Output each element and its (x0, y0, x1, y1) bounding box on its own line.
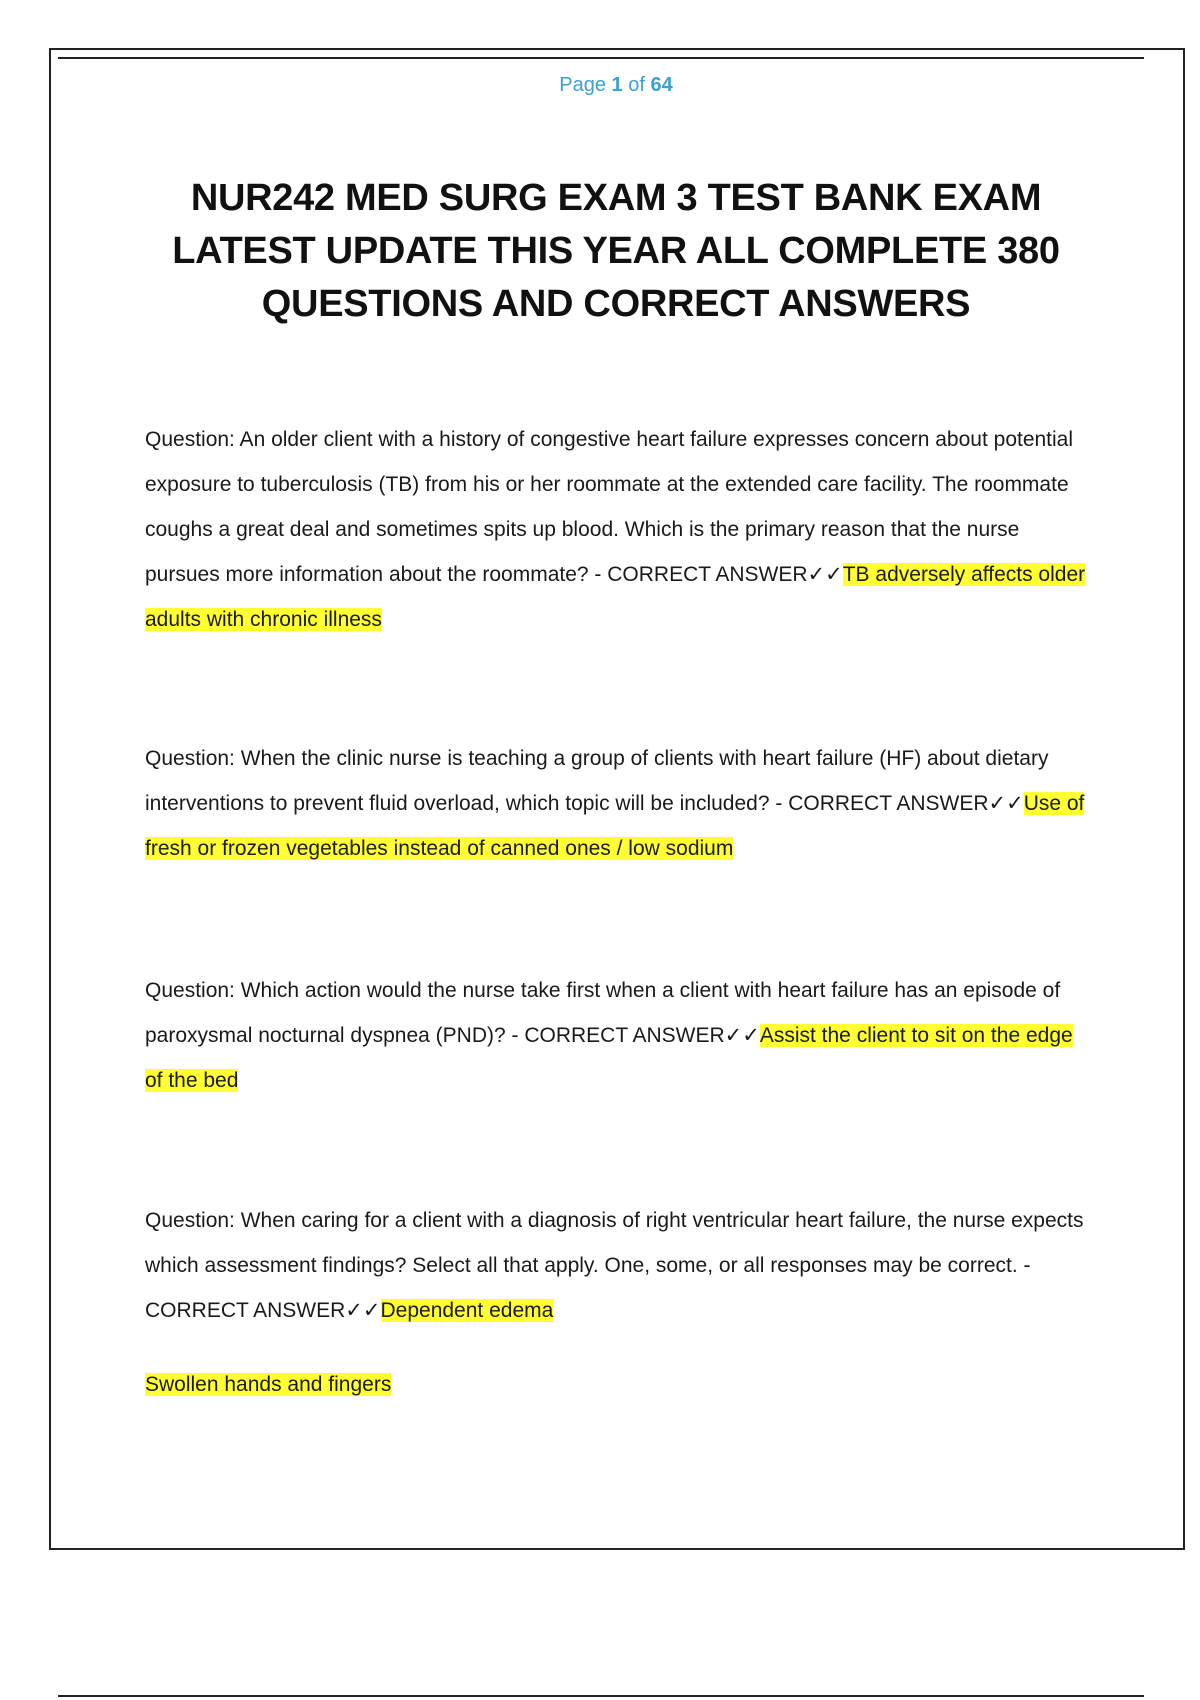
answer-marker: CORRECT ANSWER✓✓ (524, 1024, 760, 1047)
answer-marker: CORRECT ANSWER✓✓ (607, 563, 843, 586)
answer-marker: CORRECT ANSWER✓✓ (145, 1299, 381, 1322)
question-block-1 (145, 417, 1090, 642)
page-total: 64 (650, 74, 673, 96)
question-text: Question: An older client with a history of congestive heart failure expresses concern about potential exposure to tuberculosis (TB) from his or her roommate at the extended care facility. The roommate coughs a great deal and sometimes spits up blood. Which is the primary reason that the nurse pursues more information about the roommate? - (145, 428, 1074, 586)
correct-answer: Dependent edema (380, 1299, 554, 1322)
question-text: Question: When the clinic nurse is teaching a group of clients with heart failure (HF) about dietary interventions to prevent fluid overload, which topic will be included? - (145, 747, 1049, 815)
correct-answer: Use of fresh or frozen vegetables instead of canned ones / low sodium (145, 792, 1085, 860)
question-block-2 (145, 736, 1090, 871)
additional-answer (145, 1362, 391, 1407)
question-text: Question: Which action would the nurse take first when a client with heart failure has an episode of paroxysmal nocturnal dyspnea (PND)? - (145, 979, 1061, 1047)
correct-answer: TB adversely affects older adults with chronic illness (145, 563, 1086, 631)
page-number (0, 74, 1200, 97)
bottom-rule (58, 1695, 1144, 1697)
document-title: NUR242 MED SURG EXAM 3 TEST BANK EXAM LATEST UPDATE THIS YEAR ALL COMPLETE 380 QUESTIONS AND CORRECT ANSWERS (172, 177, 1060, 325)
question-block-3 (145, 968, 1090, 1103)
page-current: 1 (611, 74, 623, 96)
question-block-4 (145, 1198, 1090, 1333)
page-of: of (628, 74, 645, 96)
correct-answer-additional: Swollen hands and fingers (145, 1373, 392, 1396)
correct-answer: Assist the client to sit on the edge of the bed (145, 1024, 1073, 1092)
answer-marker: CORRECT ANSWER✓✓ (788, 792, 1024, 815)
page-prefix: Page (559, 74, 606, 96)
question-text: Question: When caring for a client with a diagnosis of right ventricular heart failure, the nurse expects which assessment findings? Select all that apply. One, some, or all responses may be correct. - (145, 1209, 1084, 1277)
